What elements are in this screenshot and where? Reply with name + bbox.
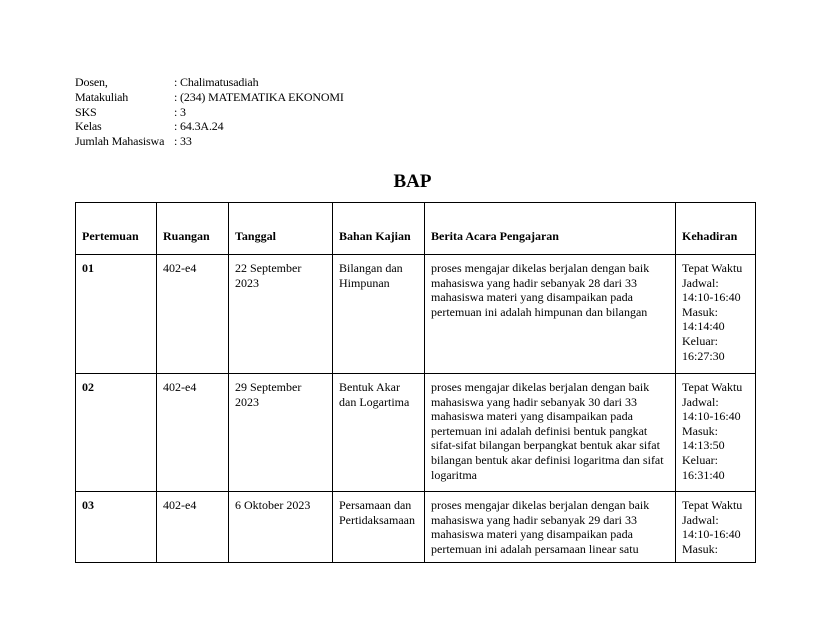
cell-text: 402-e4: [163, 498, 197, 512]
cell-text: proses mengajar dikelas berjalan dengan baik mahasiswa yang hadir sebanyak 29 dari 33 mahasiswa materi yang disampaikan pada pertemuan ini adalah persamaan linear satu: [431, 498, 650, 556]
bap-table: [75, 202, 756, 563]
info-label: Matakuliah: [75, 89, 129, 104]
column-header-kehadiran: Kehadiran: [676, 203, 756, 255]
info-row-sks: [75, 105, 344, 120]
cell-ruangan: 402-e4: [157, 374, 229, 492]
cell-bahan-kajian: [333, 492, 425, 563]
column-header-pertemuan: Pertemuan: [76, 203, 157, 255]
info-value: : Chalimatusadiah: [174, 75, 259, 89]
cell-kehadiran: Tepat Waktu Jadwal: 14:10-16:40 Masuk: 14:13:50 Keluar: 16:31:40: [676, 374, 756, 492]
table-row: [76, 255, 756, 374]
cell-tanggal: 22 September 2023: [229, 255, 333, 374]
cell-berita-acara: proses mengajar dikelas berjalan dengan baik mahasiswa yang hadir sebanyak 28 dari 33 mahasiswa materi yang disampaikan pada pertemuan ini adalah himpunan dan bilangan: [425, 255, 676, 374]
cell-pertemuan: 01: [76, 255, 157, 374]
cell-kehadiran: [676, 492, 756, 563]
info-label: SKS: [75, 104, 97, 119]
cell-bahan-kajian: Bilangan dan Himpunan: [333, 255, 425, 374]
cell-ruangan: 402-e4: [157, 255, 229, 374]
info-label: Dosen,: [75, 75, 108, 89]
cell-berita-acara: proses mengajar dikelas berjalan dengan baik mahasiswa yang hadir sebanyak 30 dari 33 mahasiswa materi yang disampaikan pada pertemuan ini adalah definisi bentuk pangkat sifat-sifat bilangan berpangkat bentuk akar sifat bilangan bentuk akar definisi logaritma dan sifat logaritma: [425, 374, 676, 492]
page-title: BAP: [393, 171, 432, 192]
cell-text: Tepat Waktu Jadwal: 14:10-16:40 Masuk:: [682, 498, 743, 556]
cell-pertemuan: [76, 492, 157, 563]
info-label: Jumlah Mahasiswa: [75, 134, 165, 149]
info-row-dosen: [75, 75, 344, 90]
info-row-jumlah-mahasiswa: [75, 134, 344, 149]
cell-kehadiran: Tepat Waktu Jadwal: 14:10-16:40 Masuk: 14:14:40 Keluar: 16:27:30: [676, 255, 756, 374]
cell-tanggal: 29 September 2023: [229, 374, 333, 492]
table-row: [76, 492, 756, 563]
cell-pertemuan: 02: [76, 374, 157, 492]
cell-text: 03: [82, 498, 94, 512]
table-header-row: [76, 203, 756, 255]
info-value: : 33: [174, 134, 192, 149]
info-value: : 3: [174, 104, 186, 119]
info-label: Kelas: [75, 119, 102, 134]
info-row-matakuliah: [75, 90, 344, 105]
column-header-berita-acara: Berita Acara Pengajaran: [425, 203, 676, 255]
cell-tanggal: [229, 492, 333, 563]
info-row-kelas: [75, 119, 344, 134]
column-header-bahan-kajian: Bahan Kajian: [333, 203, 425, 255]
cell-bahan-kajian: Bentuk Akar dan Logartima: [333, 374, 425, 492]
course-info: [75, 75, 344, 149]
cell-berita-acara: [425, 492, 676, 563]
cell-text: 6 Oktober 2023: [235, 498, 311, 512]
cell-text: Persamaan dan Pertidaksamaan: [339, 498, 415, 527]
info-value: : 64.3A.24: [174, 119, 224, 134]
info-value: : (234) MATEMATIKA EKONOMI: [174, 89, 344, 104]
column-header-ruangan: Ruangan: [157, 203, 229, 255]
column-header-tanggal: Tanggal: [229, 203, 333, 255]
cell-ruangan: [157, 492, 229, 563]
table-row: [76, 374, 756, 492]
